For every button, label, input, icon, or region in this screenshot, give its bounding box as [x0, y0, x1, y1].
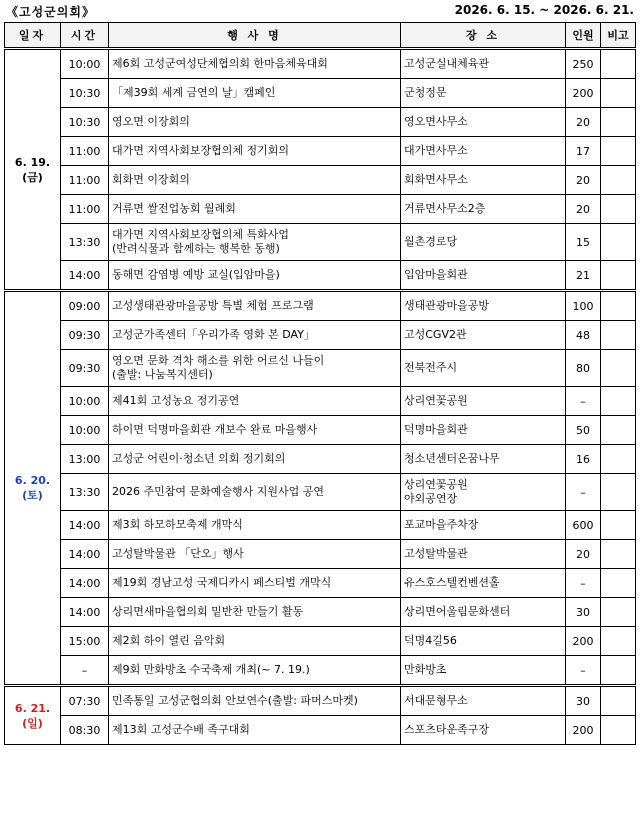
people-cell: 200: [566, 627, 601, 656]
event-cell: 제6회 고성군여성단체협의회 한마음체육대회: [109, 49, 401, 79]
table-row: [5, 598, 636, 627]
table-row: [5, 416, 636, 445]
note-cell: [601, 108, 636, 137]
time-cell: 13:30: [61, 224, 109, 261]
time-cell: 14:00: [61, 569, 109, 598]
date-range: 2026. 6. 15. ~ 2026. 6. 21.: [454, 3, 634, 17]
event-cell: 하이면 덕명마을회관 개보수 완료 마을행사: [109, 416, 401, 445]
time-cell: 11:00: [61, 195, 109, 224]
place-cell: 군청정문: [401, 79, 566, 108]
people-cell: 30: [566, 686, 601, 716]
people-cell: 16: [566, 445, 601, 474]
date-label: 6. 21.: [14, 701, 51, 715]
place-cell: 고성탈박물관: [401, 540, 566, 569]
date-cell: [5, 686, 61, 745]
note-cell: [601, 195, 636, 224]
table-row: [5, 540, 636, 569]
people-cell: 21: [566, 261, 601, 291]
table-row: [5, 569, 636, 598]
time-cell: 13:00: [61, 445, 109, 474]
time-cell: 08:30: [61, 716, 109, 745]
table-row: [5, 79, 636, 108]
table-row: [5, 137, 636, 166]
col-place-header: 장 소: [401, 23, 566, 49]
table-row: [5, 291, 636, 321]
note-cell: [601, 224, 636, 261]
note-cell: [601, 387, 636, 416]
weekday-label: (금): [22, 170, 43, 184]
place-cell: 생태관광마을공방: [401, 291, 566, 321]
table-row: [5, 166, 636, 195]
col-note-header: 비고: [601, 23, 636, 49]
col-time-header: 시간: [61, 23, 109, 49]
place-cell: 입암마을회관: [401, 261, 566, 291]
place-cell: 거류면사무소2층: [401, 195, 566, 224]
table-row: [5, 49, 636, 79]
place-cell: 상리연꽃공원: [401, 387, 566, 416]
place-cell: 월촌경로당: [401, 224, 566, 261]
people-cell: 80: [566, 350, 601, 387]
time-cell: 14:00: [61, 540, 109, 569]
people-cell: 20: [566, 108, 601, 137]
date-cell: [5, 291, 61, 686]
time-cell: 14:00: [61, 261, 109, 291]
place-cell: 덕명4길56: [401, 627, 566, 656]
place-cell: 청소년센터온꿈나무: [401, 445, 566, 474]
event-cell: 상리면새마을협의회 밑반찬 만들기 활동: [109, 598, 401, 627]
note-cell: [601, 321, 636, 350]
place-cell: 포교마을주차장: [401, 511, 566, 540]
place-cell: 덕명마을회관: [401, 416, 566, 445]
note-cell: [601, 511, 636, 540]
event-cell: 고성군 어린이·청소년 의회 정기회의: [109, 445, 401, 474]
time-cell: 14:00: [61, 598, 109, 627]
note-cell: [601, 716, 636, 745]
people-cell: 250: [566, 49, 601, 79]
place-cell: 서대문형무소: [401, 686, 566, 716]
event-cell: 제13회 고성군수배 족구대회: [109, 716, 401, 745]
people-cell: 20: [566, 540, 601, 569]
weekday-label: (토): [22, 489, 43, 502]
event-cell: 영오면 문화 격차 해소를 위한 어르신 나들이 (출발: 나눔복지센터): [109, 350, 401, 387]
place-cell: 고성군실내체육관: [401, 49, 566, 79]
note-cell: [601, 598, 636, 627]
table-row: [5, 224, 636, 261]
time-cell: 10:00: [61, 416, 109, 445]
people-cell: 17: [566, 137, 601, 166]
note-cell: [601, 540, 636, 569]
event-cell: 「제39회 세계 금연의 날」캠페인: [109, 79, 401, 108]
people-cell: –: [566, 569, 601, 598]
note-cell: [601, 445, 636, 474]
table-row: [5, 108, 636, 137]
time-cell: 10:00: [61, 49, 109, 79]
people-cell: 100: [566, 291, 601, 321]
event-cell: 제9회 만화방초 수국축제 개최(~ 7. 19.): [109, 656, 401, 686]
schedule-table: [4, 22, 636, 745]
event-cell: 고성탈박물관 「단오」행사: [109, 540, 401, 569]
time-cell: –: [61, 656, 109, 686]
people-cell: –: [566, 656, 601, 686]
time-cell: 13:30: [61, 474, 109, 511]
note-cell: [601, 627, 636, 656]
time-cell: 14:00: [61, 511, 109, 540]
time-cell: 09:30: [61, 350, 109, 387]
event-cell: 2026 주민참여 문화예술행사 지원사업 공연: [109, 474, 401, 511]
people-cell: 48: [566, 321, 601, 350]
event-cell: 회화면 이장회의: [109, 166, 401, 195]
table-row: [5, 445, 636, 474]
time-cell: 09:00: [61, 291, 109, 321]
people-cell: 20: [566, 195, 601, 224]
table-row: [5, 511, 636, 540]
note-cell: [601, 686, 636, 716]
note-cell: [601, 166, 636, 195]
time-cell: 10:30: [61, 79, 109, 108]
people-cell: 600: [566, 511, 601, 540]
place-cell: 고성CGV2관: [401, 321, 566, 350]
event-cell: 고성생태관광마을공방 특별 체험 프로그램: [109, 291, 401, 321]
time-cell: 11:00: [61, 137, 109, 166]
col-people-header: 인원: [566, 23, 601, 49]
place-cell: 상리면어울림문화센터: [401, 598, 566, 627]
people-cell: –: [566, 387, 601, 416]
event-cell: 민족통일 고성군협의회 안보연수(출발: 파머스마켓): [109, 686, 401, 716]
time-cell: 15:00: [61, 627, 109, 656]
col-date-header: 일자: [5, 23, 61, 49]
date-label: 6. 20.: [14, 474, 51, 487]
place-cell: 만화방초: [401, 656, 566, 686]
people-cell: 50: [566, 416, 601, 445]
note-cell: [601, 569, 636, 598]
table-row: [5, 350, 636, 387]
header-row: [5, 23, 636, 49]
place-cell: 영오면사무소: [401, 108, 566, 137]
place-cell: 유스호스텔컨벤션홀: [401, 569, 566, 598]
organization-title: 《고성군의회》: [6, 5, 95, 19]
event-cell: 거류면 쌀전업농회 월례회: [109, 195, 401, 224]
table-row: [5, 656, 636, 686]
schedule-body: [5, 49, 636, 745]
table-row: [5, 321, 636, 350]
people-cell: 15: [566, 224, 601, 261]
event-cell: 제2회 하이 열린 음악회: [109, 627, 401, 656]
place-cell: 회화면사무소: [401, 166, 566, 195]
event-cell: 동해면 감염병 예방 교실(입암마을): [109, 261, 401, 291]
col-event-header: 행 사 명: [109, 23, 401, 49]
note-cell: [601, 137, 636, 166]
time-cell: 09:30: [61, 321, 109, 350]
place-cell: 대가면사무소: [401, 137, 566, 166]
weekday-label: (일): [22, 716, 43, 730]
note-cell: [601, 350, 636, 387]
place-cell: 전북전주시: [401, 350, 566, 387]
event-cell: 제3회 하모하모축제 개막식: [109, 511, 401, 540]
table-row: [5, 261, 636, 291]
date-cell: [5, 49, 61, 291]
people-cell: 20: [566, 166, 601, 195]
people-cell: –: [566, 474, 601, 511]
time-cell: 10:30: [61, 108, 109, 137]
date-label: 6. 19.: [14, 155, 51, 169]
table-row: [5, 387, 636, 416]
time-cell: 10:00: [61, 387, 109, 416]
note-cell: [601, 291, 636, 321]
people-cell: 200: [566, 79, 601, 108]
note-cell: [601, 416, 636, 445]
event-cell: 영오면 이장회의: [109, 108, 401, 137]
note-cell: [601, 656, 636, 686]
table-row: [5, 195, 636, 224]
event-cell: 고성군가족센터「우리가족 영화 본 DAY」: [109, 321, 401, 350]
table-row: [5, 716, 636, 745]
event-cell: 대가면 지역사회보장협의체 정기회의: [109, 137, 401, 166]
table-row: [5, 474, 636, 511]
time-cell: 11:00: [61, 166, 109, 195]
table-row: [5, 627, 636, 656]
place-cell: 스포츠타운족구장: [401, 716, 566, 745]
page-header: [0, 0, 640, 22]
table-row: [5, 686, 636, 716]
event-cell: 제41회 고성농요 정기공연: [109, 387, 401, 416]
note-cell: [601, 79, 636, 108]
people-cell: 30: [566, 598, 601, 627]
note-cell: [601, 49, 636, 79]
time-cell: 07:30: [61, 686, 109, 716]
note-cell: [601, 261, 636, 291]
event-cell: 대가면 지역사회보장협의체 특화사업 (반려식물과 함께하는 행복한 동행): [109, 224, 401, 261]
event-cell: 제19회 경남고성 국제디카시 페스티벌 개막식: [109, 569, 401, 598]
people-cell: 200: [566, 716, 601, 745]
place-cell: 상리연꽃공원 야외공연장: [401, 474, 566, 511]
note-cell: [601, 474, 636, 511]
